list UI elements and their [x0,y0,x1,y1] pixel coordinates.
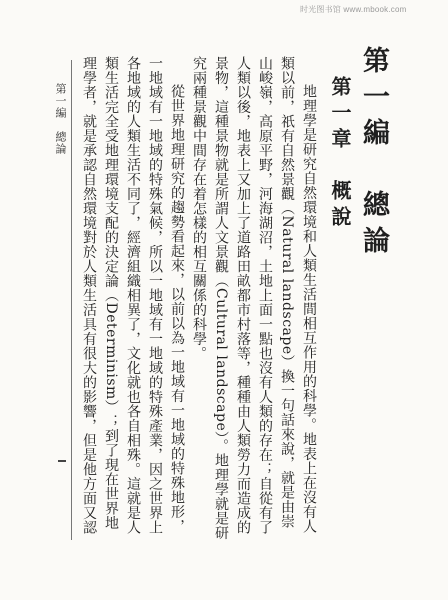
chapter-title: 第一章 概說 [328,76,352,232]
header-rule [71,60,72,540]
body-text [78,56,320,541]
part-title: 第一編 總論 [358,46,389,262]
page-mark [58,460,66,462]
paragraph: 從世界地理研究的趨勢看起來，以前以為一地域有一地域的特殊地形，一地域有一地域的特殊氣候，所以一地域有一地域的特殊產業，因之世界上各地域的人類生活不同了，經濟組織相異了，文化就也各自相殊。這就是人類生活完全受地理環境支配的決定論（Determinism）；到了現在世界地理學者，就是承認自然環境對於人類生活具有很大的影響，但是他方面又認 [81,56,185,535]
running-header: 第一編 總論 [54,83,67,155]
paragraph: 地理學是研究自然環境和人類生活間相互作用的科學。地表上在沒有人類以前，祇有自然景觀（Natural landscape）換一句話來說，就是由崇山峻嶺，高原平野，河海湖沼，土地上面一點也沒有人類的存在；自從有了人類以後，地表上又加上了道路田畝都市村落等，種種由人類勞力而造成的景物，這種景物就是所謂人文景觀（Cultural landscape）。地理學就是研究兩種景觀中間存在着怎樣的相互關係的科學。 [191,56,317,541]
watermark-text: 时光图书馆 www.mbook.com [300,5,407,14]
